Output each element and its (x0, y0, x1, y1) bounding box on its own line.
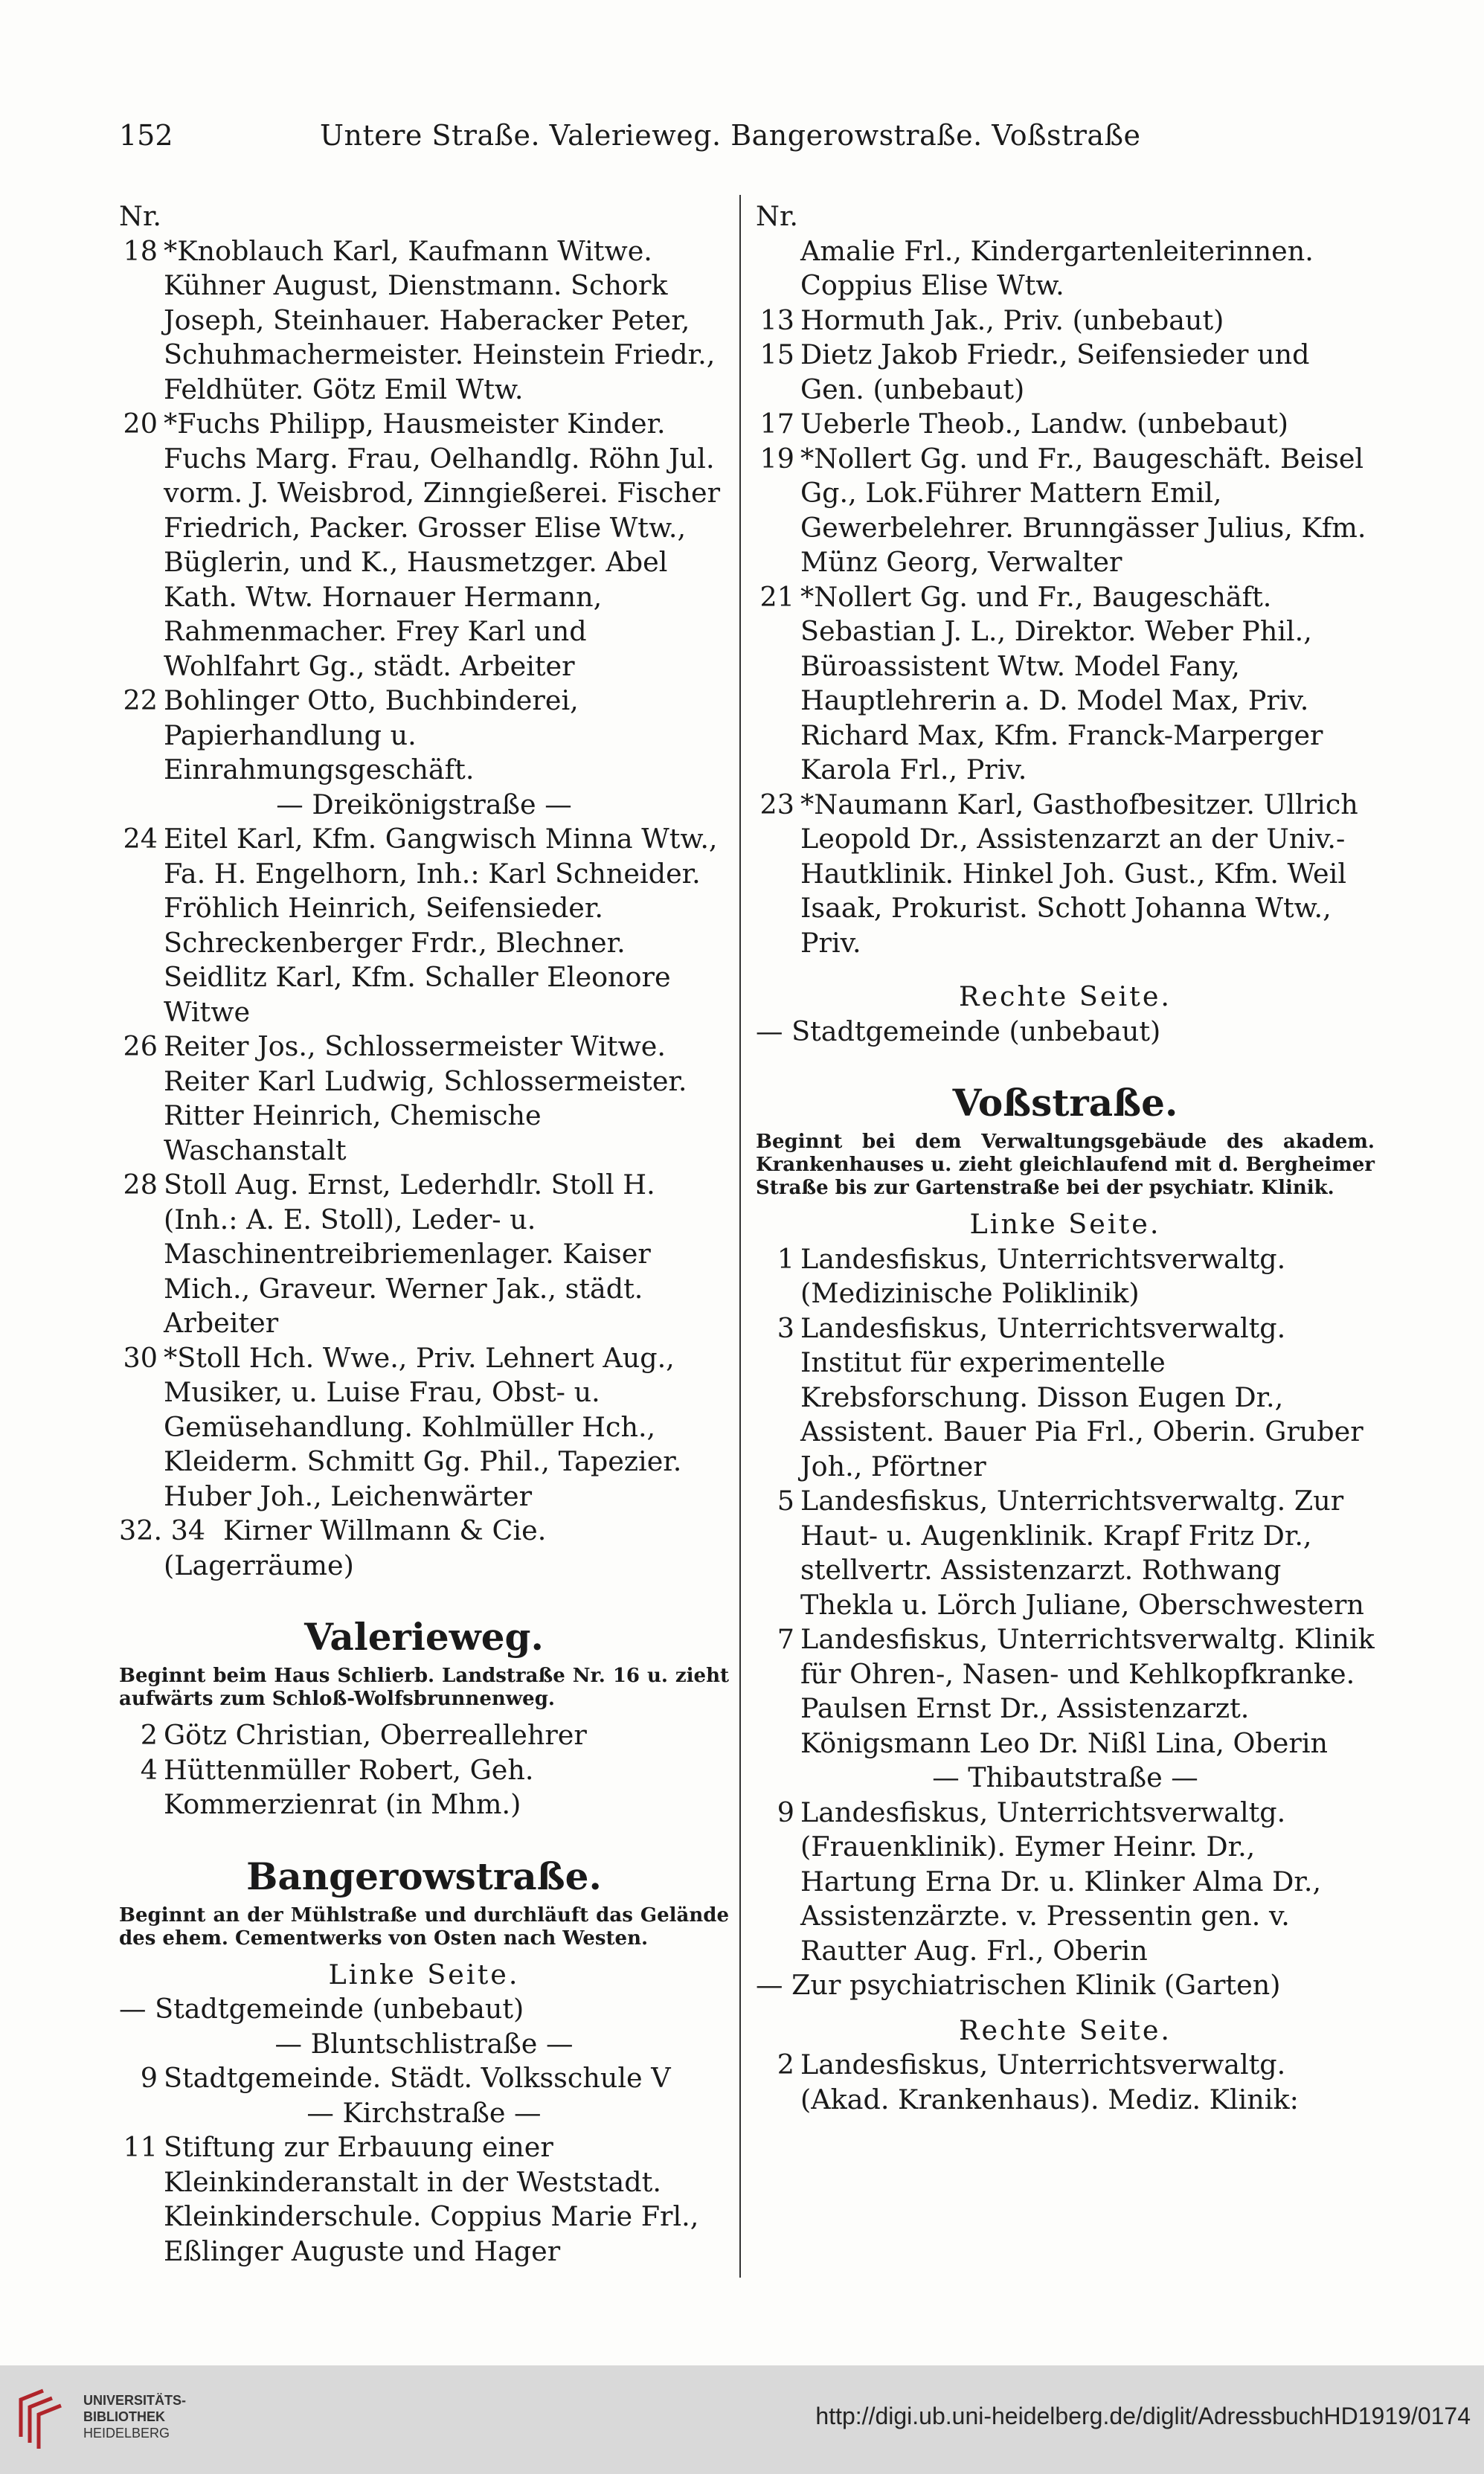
house-number: 30 (123, 1341, 158, 1374)
entry-text: Bohlinger Otto, Buchbinderei, Papierhandlung u. Einrahmungsgeschäft. (164, 684, 579, 785)
entry-text: Eitel Karl, Kfm. Gangwisch Minna Wtw., Fa. H. Engelhorn, Inh.: Karl Schneider. Fröhlich Heinrich, Seifensieder. Schreckenberger Frdr., Blechner. Seidlitz Karl, Kfm. Schaller Eleonore Witwe (164, 823, 718, 1028)
street-heading-vossstrasse: Voßstraße. (952, 1081, 1178, 1125)
house-number: 5 (777, 1485, 794, 1517)
list-item (756, 2048, 1375, 2117)
list-item (119, 822, 729, 1029)
list-item (119, 1514, 729, 1583)
house-number: 7 (777, 1623, 794, 1655)
entry-text: *Stoll Hch. Wwe., Priv. Lehnert Aug., Musiker, u. Luise Frau, Obst- u. Gemüsehandlung. Kohlmüller Hch., Kleiderm. Schmitt Gg. Phil., Tapezier. Huber Joh., Leichenwärter (164, 1341, 682, 1512)
list-item (756, 303, 1375, 338)
list-item (756, 1311, 1375, 1485)
house-number: 17 (759, 408, 794, 440)
list-item (119, 1718, 729, 1753)
entry-text: Landesfiskus, Unterrichtsverwaltg. (Frauenklinik). Eymer Heinr. Dr., Hartung Erna Dr. u. Klinker Alma Dr., Assistenzärzte. v. Pressentin gen. v. Rautter Aug. Frl., Oberin (800, 1796, 1322, 1967)
entry-text: *Nollert Gg. und Fr., Baugeschäft. Sebastian J. L., Direktor. Weber Phil., Büroassistent Wtw. Model Fany, Hauptlehrerin a. D. Model Max, Priv. Richard Max, Kfm. Franck-Marperger Karola Frl., Priv. (800, 580, 1323, 785)
street-heading-valerieweg: Valerieweg. (304, 1615, 544, 1659)
entry-text: Kirner Willmann & Cie. (Lagerräume) (164, 1514, 547, 1581)
entry-text: *Fuchs Philipp, Hausmeister Kinder. Fuchs Marg. Frau, Oelhandlg. Röhn Jul. vorm. J. Weisbrod, Zinngießerei. Fischer Friedrich, Packer. Grosser Elise Wtw., Büglerin, und K., Hausmetzger. Abel Kath. Wtw. Hornauer Hermann, Rahmenmacher. Frey Karl und Wohlfahrt Gg., städt. Arbeiter (164, 408, 721, 682)
list-item (756, 442, 1375, 580)
house-number: 2 (777, 2049, 794, 2081)
entry-text: Landesfiskus, Unterrichtsverwaltg. (Akad. Krankenhaus). Mediz. Klinik: (800, 2049, 1299, 2115)
list-item (119, 234, 729, 408)
entry-text: Reiter Jos., Schlossermeister Witwe. Reiter Karl Ludwig, Schlossermeister. Ritter Heinrich, Chemische Waschanstalt (164, 1030, 687, 1166)
street-heading-bangerowstrasse: Bangerowstraße. (246, 1854, 602, 1898)
entry-text: Stiftung zur Erbauung einer Kleinkinderanstalt in der Weststadt. Kleinkinderschule. Coppius Marie Frl., Eßlinger Auguste und Hager (164, 2131, 699, 2267)
house-number: 23 (759, 788, 794, 820)
house-number: 15 (759, 338, 794, 370)
side-label: Linke Seite. (969, 1208, 1161, 1240)
library-name: UNIVERSITÄTS- BIBLIOTHEK HEIDELBERG (83, 2393, 187, 2441)
house-number: 11 (123, 2131, 158, 2163)
source-url-link[interactable]: http://digi.ub.uni-heidelberg.de/diglit/AdressbuchHD1919/0174 (815, 2403, 1471, 2429)
side-label: Linke Seite. (328, 1958, 520, 1991)
list-item (119, 1029, 729, 1168)
house-number: 13 (759, 303, 794, 336)
side-label: Rechte Seite. (958, 980, 1172, 1012)
cross-street: — Thibautstraße — (932, 1761, 1198, 1793)
entry-text: Amalie Frl., Kindergartenleiterinnen. Coppius Elise Wtw. (800, 234, 1314, 301)
list-item (119, 1753, 729, 1822)
list-item (756, 788, 1375, 961)
house-number: 9 (777, 1796, 794, 1828)
cross-street: — Kirchstraße — (306, 2096, 542, 2129)
left-column (119, 199, 729, 2269)
list-item (119, 1168, 729, 1341)
entry-text: Hormuth Jak., Priv. (unbebaut) (800, 303, 1224, 336)
house-number: 9 (140, 2062, 158, 2094)
house-number: 2 (140, 1719, 158, 1751)
street-description: Beginnt beim Haus Schlierb. Landstraße Nr. 16 u. zieht aufwärts zum Schloß-Wolfsbrunnenweg. (119, 1665, 729, 1710)
entry-text: *Knoblauch Karl, Kaufmann Witwe. Kühner August, Dienstmann. Schork Joseph, Steinhauer. Haberacker Peter, Schuhmachermeister. Heinstein Friedr., Feldhüter. Götz Emil Wtw. (164, 234, 716, 405)
list-item (756, 1796, 1375, 1969)
list-item (756, 1622, 1375, 1761)
house-number: 18 (123, 234, 158, 267)
list-item: — Zur psychiatrischen Klinik (Garten) (756, 1969, 1281, 2001)
entry-text: Stoll Aug. Ernst, Lederhdlr. Stoll H. (Inh.: A. E. Stoll), Leder- u. Maschinentreibriemenlager. Kaiser Mich., Graveur. Werner Jak., städt. Arbeiter (164, 1169, 655, 1339)
page-number: 152 (119, 119, 173, 152)
list-item: — Stadtgemeinde (unbebaut) (119, 1993, 524, 2025)
entry-text: *Nollert Gg. und Fr., Baugeschäft. Beisel Gg., Lok.Führer Mattern Emil, Gewerbelehrer. Brunngässer Julius, Kfm. Münz Georg, Verwalter (800, 442, 1366, 578)
list-item (756, 234, 1375, 303)
cross-street: — Dreikönigstraße — (276, 788, 572, 820)
entry-text: Götz Christian, Oberreallehrer (164, 1719, 587, 1751)
list-item: — Stadtgemeinde (unbebaut) (756, 1015, 1161, 1047)
right-column (756, 199, 1375, 2117)
house-number: 26 (123, 1030, 158, 1062)
street-description: Beginnt bei dem Verwaltungsgebäude des akadem. Krankenhauses u. zieht gleichlaufend mit d. Bergheimer Straße bis zur Gartenstraße bei der psychiatr. Klinik. (756, 1131, 1375, 1199)
side-label: Rechte Seite. (958, 2014, 1172, 2046)
entry-text: Landesfiskus, Unterrichtsverwaltg. (Medizinische Poliklinik) (800, 1242, 1286, 1309)
entry-text: Landesfiskus, Unterrichtsverwaltg. Institut für experimentelle Krebsforschung. Disson Eugen Dr., Assistent. Bauer Pia Frl., Oberin. Gruber Joh., Pförtner (800, 1311, 1363, 1482)
house-number: 4 (140, 1753, 158, 1786)
cross-street: — Bluntschlistraße — (274, 2027, 574, 2060)
list-item (756, 1242, 1375, 1311)
entry-text: *Naumann Karl, Gasthofbesitzer. Ullrich Leopold Dr., Assistenzarzt an der Univ.-Hautklinik. Hinkel Joh. Gust., Kfm. Weil Isaak, Prokurist. Schott Johanna Wtw., Priv. (800, 788, 1358, 959)
house-number: 1 (777, 1242, 794, 1275)
house-number: 19 (759, 442, 794, 475)
list-item (119, 684, 729, 788)
house-number: 22 (123, 684, 158, 716)
column-divider (739, 195, 741, 2278)
list-item (756, 338, 1375, 407)
entry-text: Stadtgemeinde. Städt. Volksschule V (164, 2062, 671, 2094)
house-number: 32. 34 (119, 1514, 206, 1546)
list-item (119, 407, 729, 684)
nr-label: Nr. (119, 200, 161, 232)
list-item (119, 1341, 729, 1514)
street-description: Beginnt an der Mühlstraße und durchläuft das Gelände des ehem. Cementwerks von Osten nach Westen. (119, 1903, 729, 1950)
entry-text: Ueberle Theob., Landw. (unbebaut) (800, 408, 1289, 440)
entry-text: Landesfiskus, Unterrichtsverwaltg. Zur Haut- u. Augenklinik. Krapf Fritz Dr., stellvertr. Assistenzarzt. Rothwang Thekla u. Lörch Juliane, Oberschwestern (800, 1485, 1364, 1621)
house-number: 24 (123, 823, 158, 855)
footer-bar (0, 2365, 1484, 2474)
list-item (756, 407, 1375, 442)
entry-text: Dietz Jakob Friedr., Seifensieder und Gen. (unbebaut) (800, 338, 1310, 405)
entry-text: Hüttenmüller Robert, Geh. Kommerzienrat (in Mhm.) (164, 1753, 534, 1820)
list-item (119, 2130, 729, 2269)
library-logo-icon (13, 2385, 67, 2452)
house-number: 28 (123, 1169, 158, 1201)
house-number: 21 (759, 580, 794, 613)
list-item (756, 1484, 1375, 1622)
house-number: 20 (123, 408, 158, 440)
list-item (119, 2061, 729, 2096)
running-title: Untere Straße. Valerieweg. Bangerowstraße. Voßstraße (320, 119, 1141, 152)
house-number: 3 (777, 1311, 794, 1344)
nr-label: Nr. (756, 200, 798, 232)
list-item (756, 580, 1375, 788)
entry-text: Landesfiskus, Unterrichtsverwaltg. Klinik für Ohren-, Nasen- und Kehlkopfkranke. Paulsen Ernst Dr., Assistenzarzt. Königsmann Leo Dr. Nißl Lina, Oberin (800, 1623, 1375, 1759)
